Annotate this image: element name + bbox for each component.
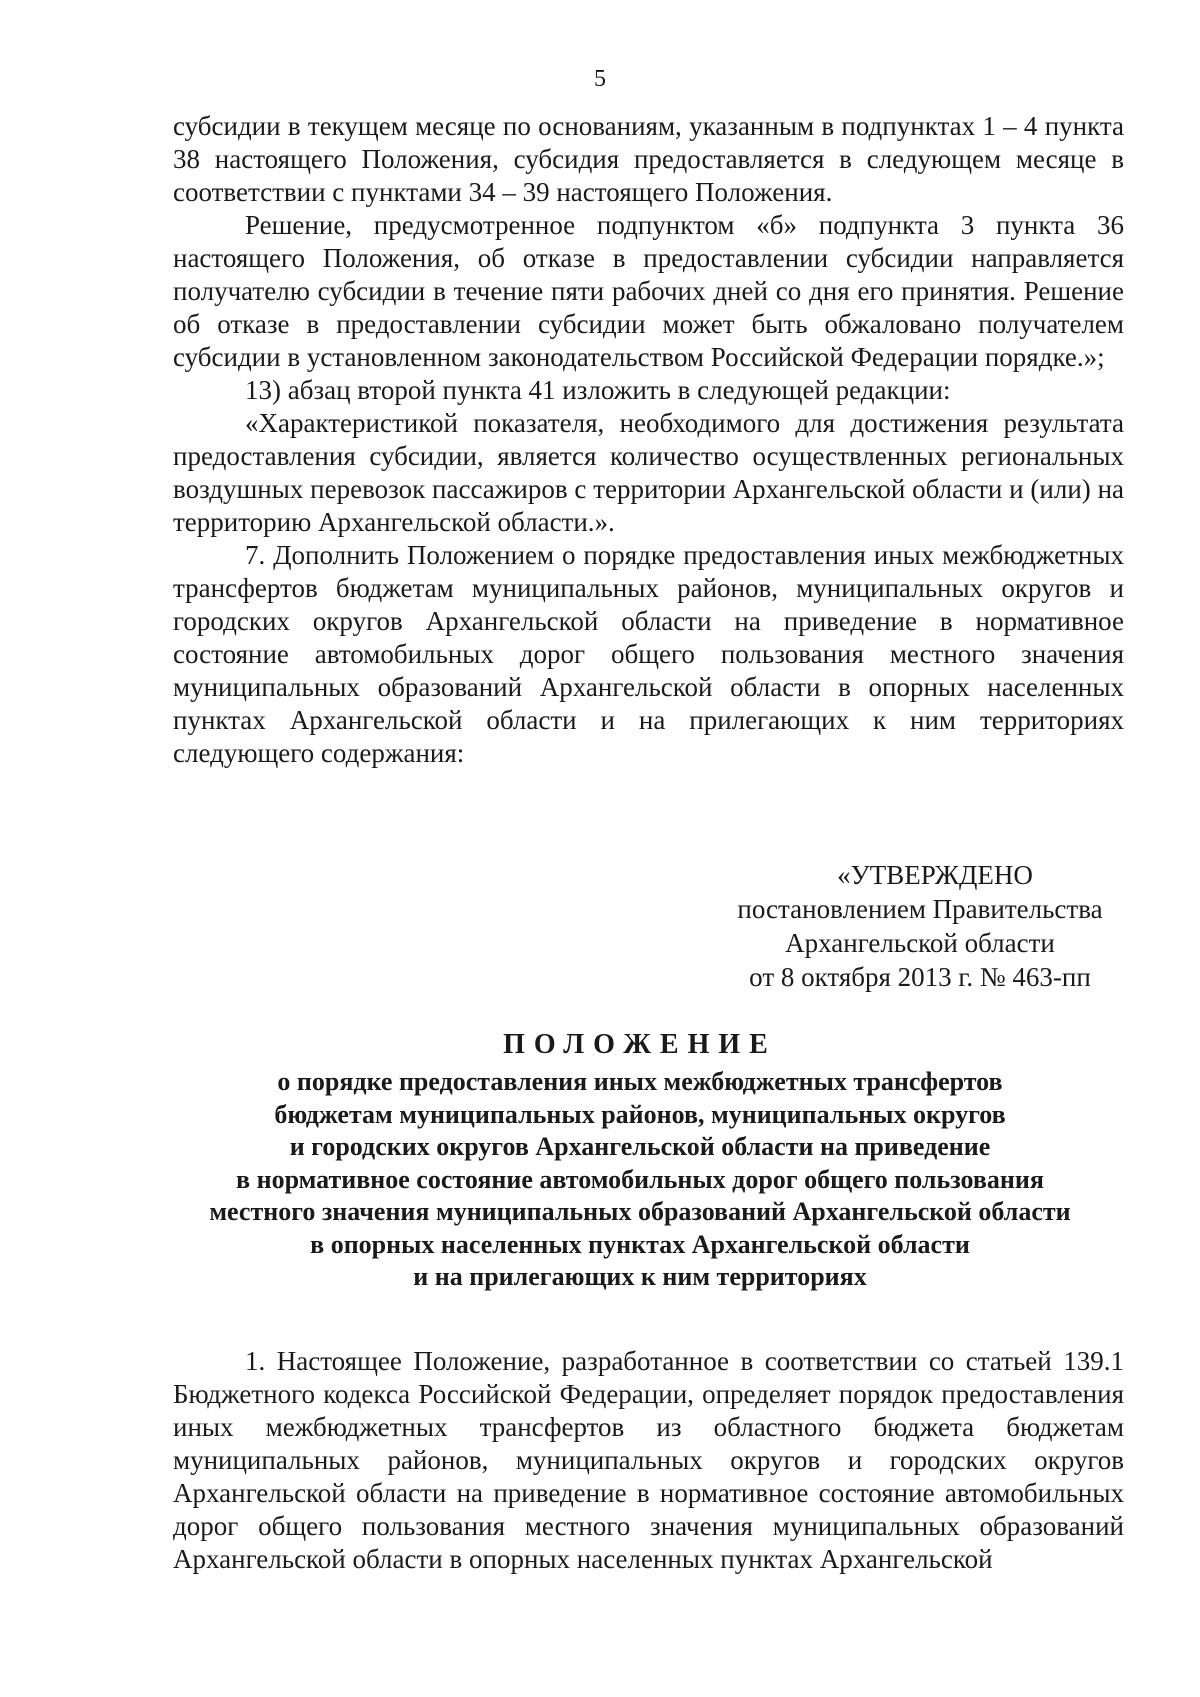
paragraph-quote-characteristic: «Характеристикой показателя, необходимого для достижения результата предоставления субсидии, является количество осуществленных региональных воздушных перевозок пассажиров с территории Архангельской области и (или) на территорию Архангельской области.». [173, 408, 1124, 537]
paragraph-item-13: 13) абзац второй пункта 41 изложить в следующей редакции: [245, 375, 951, 405]
document-subtitle [140, 1066, 1140, 1294]
subtitle-line: бюджетам муниципальных районов, муниципальных округов [274, 1099, 1006, 1129]
approval-region: Архангельской области [785, 928, 1055, 958]
subtitle-line: и городских округов Архангельской области на приведение [289, 1132, 991, 1161]
paragraph-continuation: субсидии в текущем месяце по основаниям, указанным в подпунктах 1 – 4 пункта 38 настоящего Положения, субсидия предоставляется в следующем месяце в соответствии с пунктами 34 – 39 настоящего Положения. [173, 111, 1124, 207]
page-number: 5 [594, 66, 606, 92]
body-text-bottom [173, 1345, 1124, 1576]
document-title-block [140, 1027, 1140, 1294]
approval-approved-label: «УТВЕРЖДЕНО [837, 860, 1033, 890]
body-text-top [173, 110, 1124, 770]
approval-issuer: постановлением Правительства [737, 894, 1103, 924]
subtitle-line: местного значения муниципальных образований Архангельской области [209, 1197, 1071, 1226]
approval-date-number: от 8 октября 2013 г. № 463-пп [749, 962, 1091, 992]
subtitle-line: в опорных населенных пунктах Архангельской области [310, 1229, 970, 1259]
subtitle-line: и на прилегающих к ним территориях [413, 1262, 867, 1291]
document-title: ПОЛОЖЕНИЕ [503, 1029, 777, 1060]
subtitle-line: о порядке предоставления иных межбюджетных трансфертов [277, 1067, 1003, 1096]
approval-block [690, 858, 1150, 994]
paragraph-item-7: 7. Дополнить Положением о порядке предоставления иных межбюджетных трансфертов бюджетам муниципальных районов, муниципальных округов и городских округов Архангельской области на приведение в нормативное состояние автомобильных дорог общего пользования местного значения муниципальных образований Архангельской области в опорных населенных пунктах Архангельской области и на прилегающих к ним территориях следующего содержания: [173, 540, 1124, 768]
paragraph-section-1: 1. Настоящее Положение, разработанное в соответствии со статьей 139.1 Бюджетного кодекса Российской Федерации, определяет порядок предоставления иных межбюджетных трансфертов из областного бюджета бюджетам муниципальных районов, муниципальных округов и городских округов Архангельской области на приведение в нормативное состояние автомобильных дорог общего пользования местного значения муниципальных образований Архангельской области в опорных населенных пунктах Архангельской [173, 1346, 1124, 1574]
paragraph-decision: Решение, предусмотренное подпунктом «б» подпункта 3 пункта 36 настоящего Положения, об отказе в предоставлении субсидии направляется получателю субсидии в течение пяти рабочих дней со дня его принятия. Решение об отказе в предоставлении субсидии может быть обжаловано получателем субсидии в установленном законодательством Российской Федерации порядке.»; [173, 210, 1124, 372]
subtitle-line: в нормативное состояние автомобильных дорог общего пользования [236, 1164, 1044, 1194]
